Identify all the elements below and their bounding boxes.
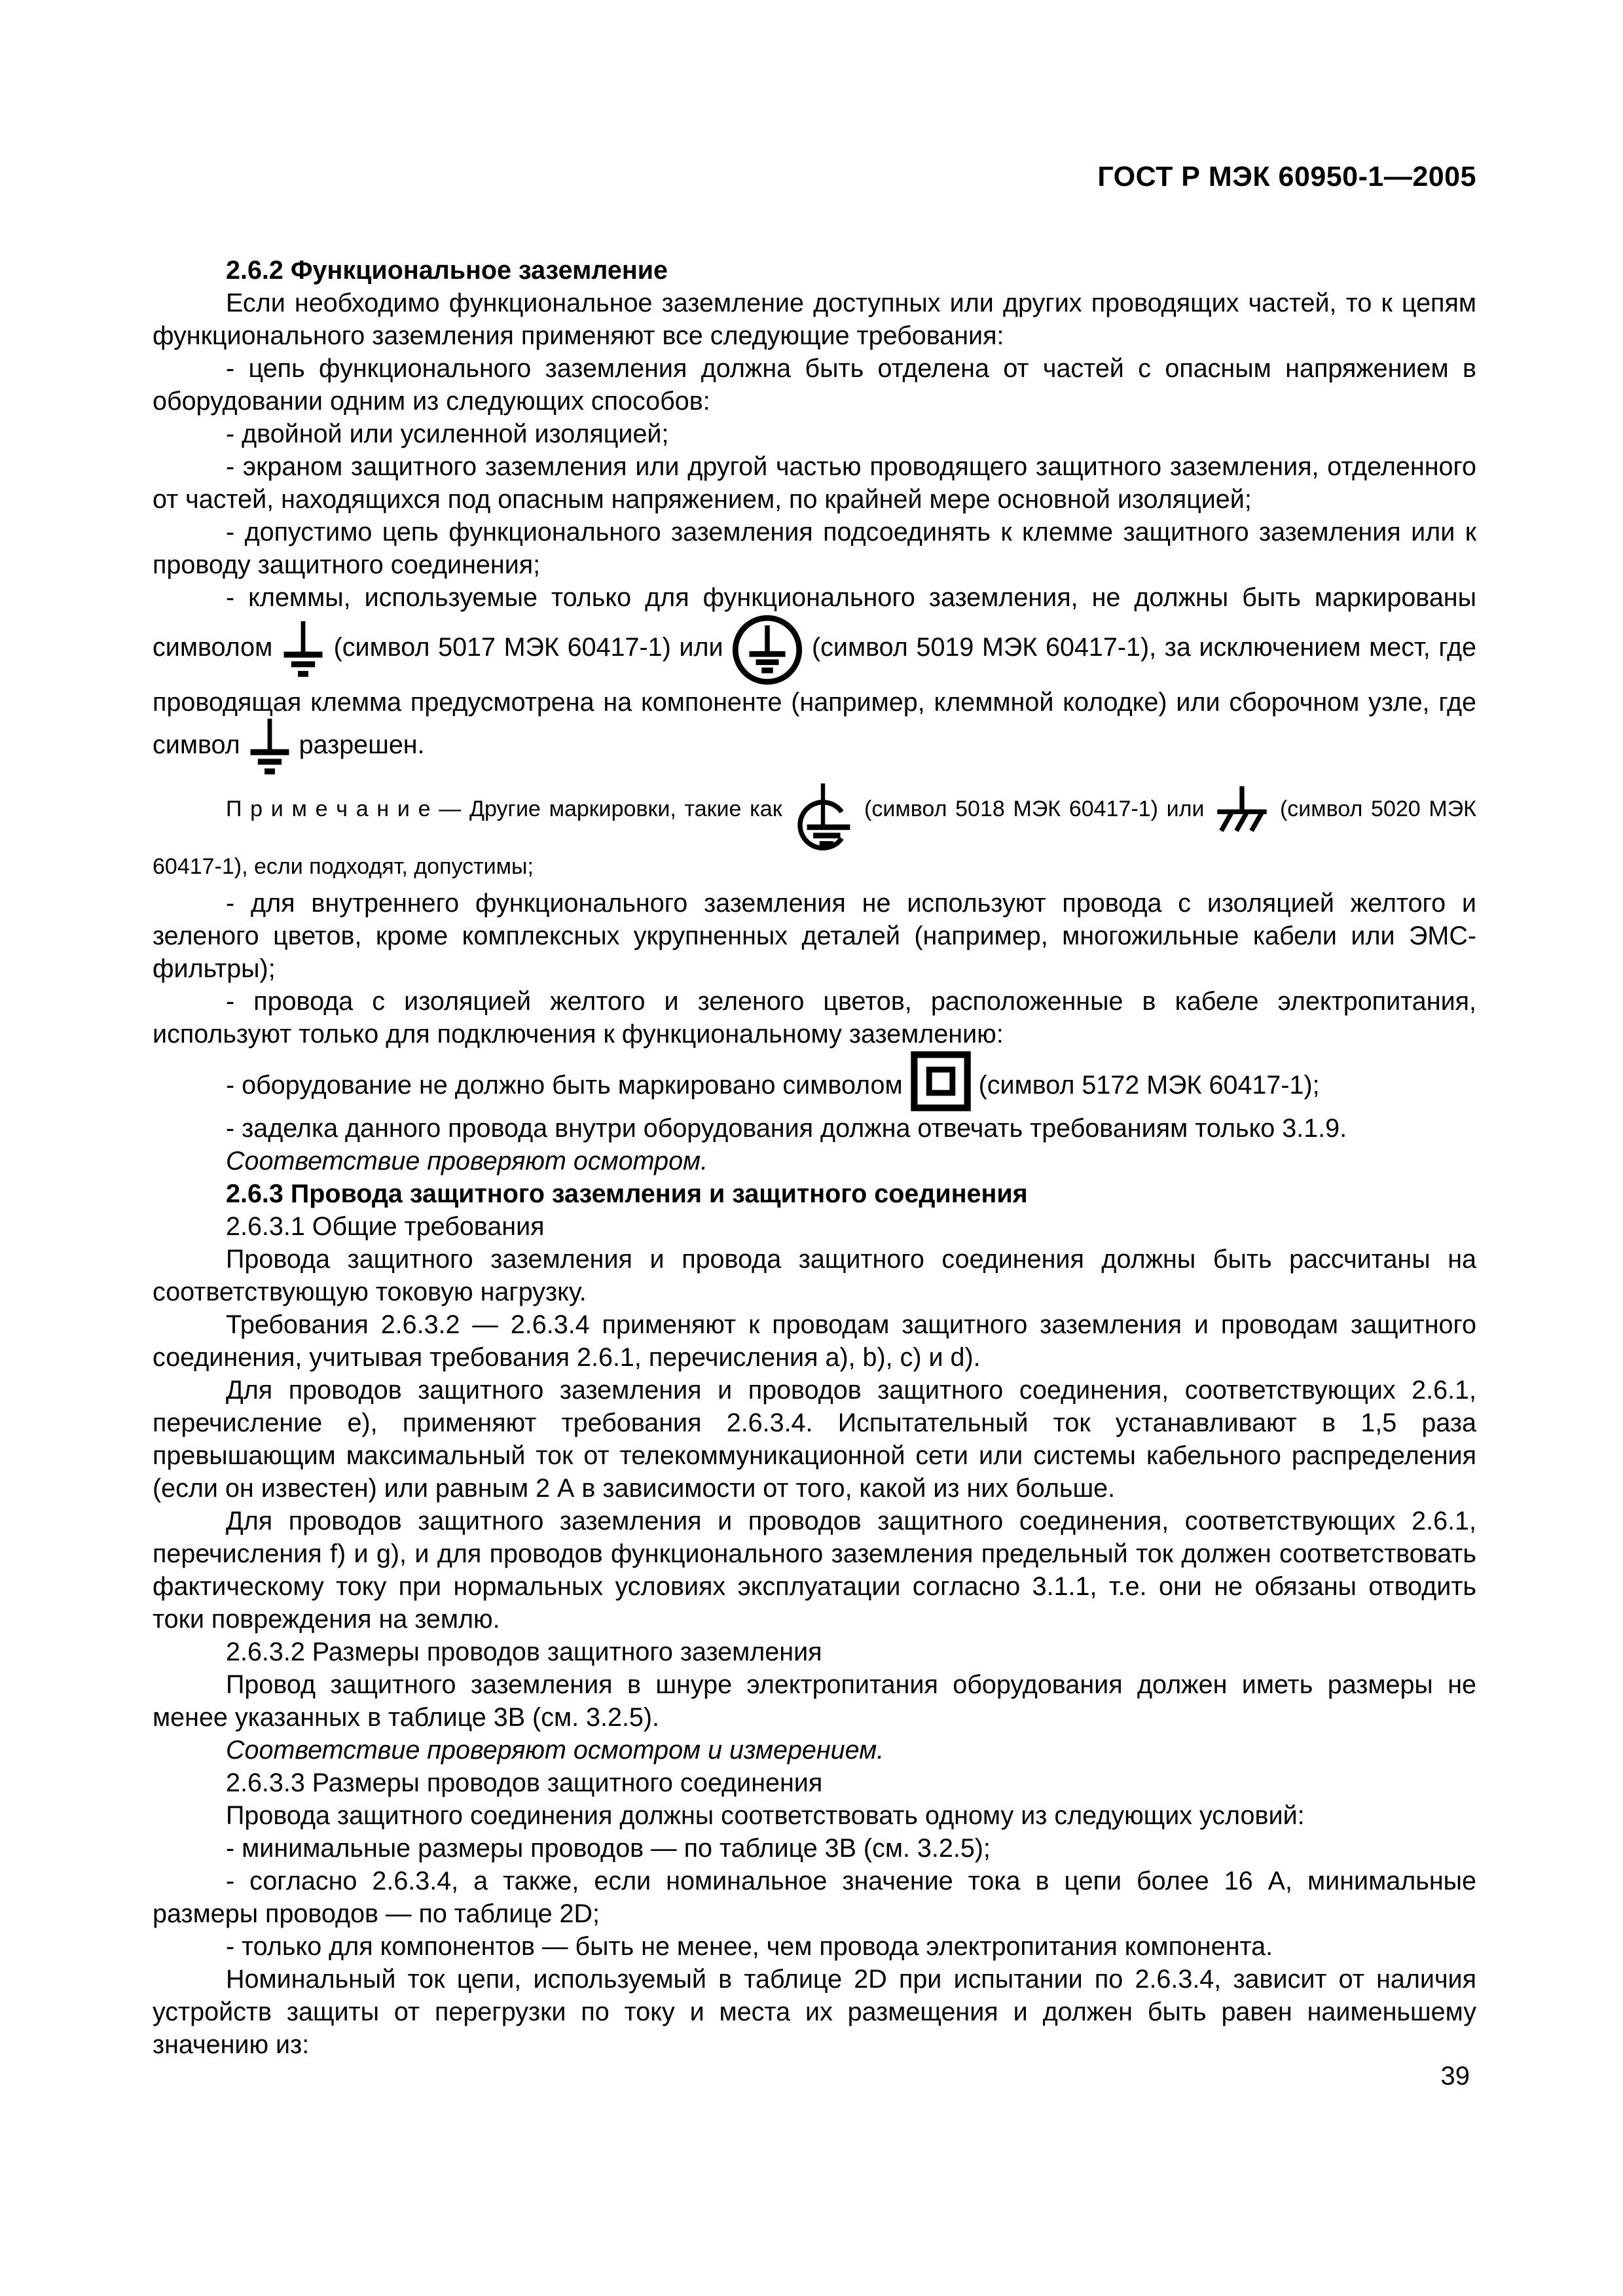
paragraph-2-6-3-3-conditions: Провода защитного соединения должны соответствовать одному из следующих условий:: [226, 1801, 1305, 1830]
document-code-header: ГОСТ Р МЭК 60950-1—2005: [1097, 161, 1476, 192]
terminal-marking-text-2: (символ 5017 МЭК 60417-1) или: [325, 633, 732, 662]
document-body: [153, 254, 1476, 2061]
paragraph-rated-current: Номинальный ток цепи, используемый в таблице 2D при испытании по 2.6.3.4, зависит от наличия устройств защиты от перегрузки по току и места их размещения и должен быть равен наименьшему значению из:: [153, 1965, 1476, 2059]
paragraph-2-6-3-2-cord-sizes: Провод защитного заземления в шнуре электропитания оборудования должен иметь размеры не менее указанных в таблице 3B (см. 3.2.5).: [153, 1670, 1476, 1732]
list-item-equipment-marking: [153, 1050, 1476, 1112]
list-item-components-only: - только для компонентов — быть не менее, чем провода электропитания компонента.: [226, 1932, 1273, 1961]
section-heading-2-6-3-2: 2.6.3.2 Размеры проводов защитного заземления: [226, 1638, 822, 1666]
list-item-connection-permitted: - допустимо цепь функционального заземления подсоединять к клемме защитного заземления или к проводу защитного соединения;: [153, 518, 1476, 579]
equipment-marking-text-2: (символ 5172 МЭК 60417-1);: [971, 1071, 1320, 1100]
note-text-2: (символ 5018 МЭК 60417-1) или: [856, 797, 1213, 821]
compliance-check-2-6-2: Соответствие проверяют осмотром.: [226, 1147, 708, 1175]
list-item-yellow-green-wires: - провода с изоляцией желтого и зеленого цветов, расположенные в кабеле электропитания, используют только для подключения к функциональному заземлению:: [153, 987, 1476, 1049]
note-other-markings: [153, 783, 1476, 882]
section-heading-2-6-3-3: 2.6.3.3 Размеры проводов защитного соединения: [226, 1768, 823, 1797]
list-item-protective-screen: - экраном защитного заземления или другой частью проводящего защитного заземления, отделенного от частей, находящихся под опасным напряжением, по крайней мере основной изоляцией;: [153, 452, 1476, 514]
list-item-min-sizes: - минимальные размеры проводов — по таблице 3B (см. 3.2.5);: [226, 1834, 991, 1863]
frame-chassis-earth-icon: [1213, 786, 1271, 836]
terminal-marking-text-4: разрешен.: [291, 730, 425, 759]
terminal-marking-text-1: - клеммы, используемые только для функционального заземления, не должны быть маркированы символом: [153, 583, 1476, 662]
list-item-double-insulation: - двойной или усиленной изоляцией;: [226, 420, 669, 448]
noiseless-earth-icon: [790, 783, 856, 852]
compliance-check-2-6-3-2: Соответствие проверяют осмотром и измерением.: [226, 1736, 884, 1765]
class-ii-equipment-icon: [910, 1050, 972, 1112]
section-heading-2-6-3: 2.6.3 Провода защитного заземления и защитного соединения: [226, 1179, 1028, 1208]
paragraph-2-6-3-1-requirements: Требования 2.6.3.2 — 2.6.3.4 применяют к проводам защитного заземления и проводам защитного соединения, учитывая требования 2.6.1, перечисления a), b), c) и d).: [153, 1310, 1476, 1372]
functional-earth-icon: [281, 621, 325, 681]
paragraph-2-6-3-1-load: Провода защитного заземления и провода защитного соединения должны быть рассчитаны на соответствующую токовую нагрузку.: [153, 1245, 1476, 1306]
paragraph-functional-earth-intro: Если необходимо функциональное заземление доступных или других проводящих частей, то к цепям функционального заземления применяют все следующие требования:: [153, 289, 1476, 350]
note-text-3: (символ 5020 МЭК 60417-1), если подходят, допустимы;: [153, 797, 1476, 879]
paragraph-2-6-3-1-limit-current: Для проводов защитного заземления и проводов защитного соединения, соответствующих 2.6.1, перечисления f) и g), и для проводов функционального заземления предельный ток должен соответствовать фактическому току при нормальных условиях эксплуатации согласно 3.1.1, т.е. они не обязаны отводить токи повреждения на землю.: [153, 1507, 1476, 1634]
functional-earth-icon: [247, 719, 292, 778]
paragraph-2-6-3-1-test-current: Для проводов защитного заземления и проводов защитного соединения, соответствующих 2.6.1, перечисление e), применяют требования 2.6.3.4. Испытательный ток устанавливают в 1,5 раза превышающим максимальный ток от телекоммуникационной сети или системы кабельного распределения (если он известен) или равным 2 А в зависимости от того, какой из них больше.: [153, 1376, 1476, 1503]
equipment-marking-text-1: - оборудование не должно быть маркировано символом: [226, 1071, 910, 1100]
terminal-marking-text-3: (символ 5019 МЭК 60417-1), за исключением мест, где проводящая клемма предусмотрена на компоненте (например, клеммной колодке) или сборочном узле, где символ: [153, 633, 1477, 759]
section-heading-2-6-2: 2.6.2 Функциональное заземление: [226, 256, 668, 285]
list-item-terminal-marking: [153, 581, 1476, 778]
list-item-16a-sizes: - согласно 2.6.3.4, а также, если номинальное значение тока в цепи более 16 А, минимальные размеры проводов — по таблице 2D;: [153, 1867, 1476, 1928]
list-item-internal-earthing-wires: - для внутреннего функционального заземления не используют провода с изоляцией желтого и зеленого цветов, кроме комплексных укрупненных деталей (например, многожильные кабели или ЭМС-фильтры);: [153, 889, 1476, 983]
list-item-wire-termination: - заделка данного провода внутри оборудования должна отвечать требованиям только 3.1.9.: [226, 1114, 1347, 1143]
list-item-circuit-separation: - цепь функционального заземления должна быть отделена от частей с опасным напряжением в оборудовании одним из следующих способов:: [153, 354, 1476, 416]
section-heading-2-6-3-1: 2.6.3.1 Общие требования: [226, 1212, 545, 1241]
protective-earth-icon: [731, 614, 803, 686]
page-number: 39: [1440, 2062, 1470, 2090]
note-text-1: П р и м е ч а н и е — Другие маркировки, такие как: [226, 797, 791, 821]
